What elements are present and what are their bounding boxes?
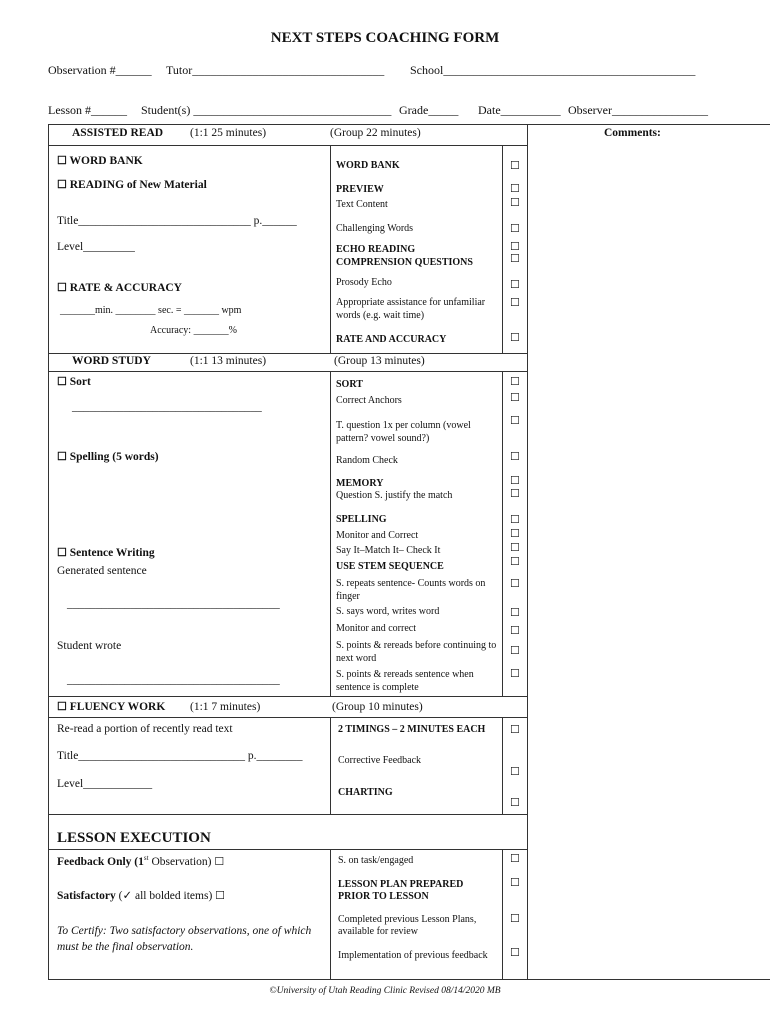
- certify-note: To Certify: Two satisfactory observations, one of which must be the final observation.: [57, 925, 312, 953]
- checkbox-icon[interactable]: ☐: [510, 223, 520, 235]
- fluency-one-to-one: (1:1 7 minutes): [190, 701, 261, 713]
- reading-item[interactable]: [57, 178, 207, 191]
- ar-comprehension: COMPRENSION QUESTIONS: [336, 257, 473, 268]
- student-wrote-line[interactable]: _____________________________________: [67, 674, 280, 686]
- reading-label: READING of New Material: [69, 179, 207, 191]
- spelling-item[interactable]: [57, 450, 159, 463]
- title-field[interactable]: Title______________________________ p.______: [57, 215, 297, 227]
- feedback-only-sup: st: [143, 854, 149, 862]
- checkbox-icon[interactable]: ☐: [510, 607, 520, 619]
- checkbox-icon[interactable]: ☐: [510, 392, 520, 404]
- ws-say-it: Say It–Match It– Check It: [336, 545, 441, 556]
- checkbox-icon[interactable]: ☐: [510, 578, 520, 590]
- reread-label: Re-read a portion of recently read text: [57, 723, 233, 735]
- fl-timings: 2 TIMINGS – 2 MINUTES EACH: [338, 724, 486, 735]
- grade-field[interactable]: Grade_____: [399, 103, 459, 117]
- generated-sentence-line[interactable]: _____________________________________: [67, 598, 280, 610]
- students-field[interactable]: Student(s) _________________________________: [141, 103, 392, 117]
- checkbox-icon[interactable]: ☐: [510, 668, 520, 680]
- feedback-only-label: Feedback Only (1: [57, 855, 144, 868]
- checkbox-icon[interactable]: ☐: [510, 241, 520, 253]
- word-bank-item[interactable]: [57, 154, 143, 167]
- word-study-one-to-one: (1:1 13 minutes): [190, 355, 267, 367]
- ws-spelling: SPELLING: [336, 514, 387, 525]
- checkbox-icon[interactable]: ☐: [510, 766, 520, 778]
- lesson-field[interactable]: Lesson #______: [48, 103, 127, 117]
- ar-echo: ECHO READING: [336, 244, 416, 255]
- sort-label: Sort: [69, 376, 91, 388]
- fluency-level-field[interactable]: Level____________: [57, 778, 153, 790]
- checkbox-icon[interactable]: ☐: [57, 547, 67, 559]
- checkbox-icon[interactable]: ☐: [510, 877, 520, 889]
- checkbox-icon[interactable]: ☐: [510, 297, 520, 309]
- rate-accuracy-item[interactable]: [57, 281, 182, 294]
- ws-monitor1: Monitor and Correct: [336, 530, 419, 541]
- lesson-execution-heading: LESSON EXECUTION: [57, 830, 211, 846]
- fluency-heading: FLUENCY WORK: [69, 701, 166, 713]
- satisfactory-item[interactable]: [57, 888, 225, 902]
- bolded-items-note: (✓ all bolded items): [118, 890, 213, 902]
- ws-t-question: T. question 1x per column (vowel pattern? vowel sound?): [336, 420, 471, 444]
- ws-monitor2: Monitor and correct: [336, 623, 416, 634]
- assisted-read-group: (Group 22 minutes): [330, 127, 421, 139]
- checkbox-icon[interactable]: ☐: [510, 451, 520, 463]
- checkbox-icon[interactable]: ☐: [510, 415, 520, 427]
- ws-says-word: S. says word, writes word: [336, 606, 440, 617]
- checkbox-icon[interactable]: ☐: [510, 279, 520, 291]
- assisted-read-heading: ASSISTED READ: [72, 127, 164, 139]
- sentence-writing-item[interactable]: [57, 546, 155, 559]
- observer-field[interactable]: Observer________________: [568, 103, 708, 117]
- checkbox-icon[interactable]: ☐: [57, 451, 67, 463]
- ws-sort: SORT: [336, 379, 363, 390]
- ar-text-content: Text Content: [336, 199, 388, 210]
- student-wrote-label: Student wrote: [57, 640, 122, 652]
- accuracy-field[interactable]: Accuracy: _______%: [150, 325, 237, 336]
- ar-rate: RATE AND ACCURACY: [336, 334, 447, 345]
- checkbox-icon[interactable]: ☐: [510, 528, 520, 540]
- footer-copyright: ©University of Utah Reading Clinic Revised 08/14/2020 MB: [269, 986, 501, 996]
- assisted-read-one-to-one: (1:1 25 minutes): [190, 127, 267, 139]
- fl-charting: CHARTING: [338, 787, 393, 798]
- checkbox-icon[interactable]: ☐: [510, 645, 520, 657]
- checkbox-icon[interactable]: ☐: [510, 376, 520, 388]
- checkbox-icon[interactable]: ☐: [510, 488, 520, 500]
- ws-justify: Question S. justify the match: [336, 490, 453, 501]
- checkbox-icon[interactable]: ☐: [510, 853, 520, 865]
- fl-corrective: Corrective Feedback: [338, 755, 422, 766]
- word-study-group: (Group 13 minutes): [334, 355, 425, 367]
- fluency-item[interactable]: [57, 700, 165, 713]
- checkbox-icon[interactable]: ☐: [510, 253, 520, 265]
- satisfactory-label: Satisfactory: [57, 890, 116, 902]
- ex-completed: Completed previous Lesson Plans, available for review: [338, 914, 477, 937]
- comments-label: Comments:: [604, 127, 661, 139]
- checkbox-icon[interactable]: ☐: [57, 179, 67, 191]
- rate-accuracy-label: RATE & ACCURACY: [69, 282, 182, 294]
- sentence-writing-label: Sentence Writing: [69, 547, 155, 559]
- ex-plan: LESSON PLAN PREPARED PRIOR TO LESSON: [338, 879, 464, 902]
- checkbox-icon[interactable]: ☐: [57, 701, 67, 713]
- ex-on-task: S. on task/engaged: [338, 855, 414, 866]
- spelling-label: Spelling (5 words): [69, 451, 159, 463]
- checkbox-icon[interactable]: ☐: [510, 797, 520, 809]
- checkbox-icon[interactable]: ☐: [57, 155, 67, 167]
- word-bank-label: WORD BANK: [69, 155, 143, 167]
- ws-repeats: S. repeats sentence- Counts words on finger: [336, 578, 486, 602]
- checkbox-icon[interactable]: ☐: [510, 947, 520, 959]
- ws-stem: USE STEM SEQUENCE: [336, 561, 444, 572]
- fluency-group: (Group 10 minutes): [332, 701, 423, 713]
- checkbox-icon[interactable]: ☐: [214, 855, 225, 868]
- form-title: NEXT STEPS COACHING FORM: [270, 30, 500, 46]
- tutor-field[interactable]: Tutor________________________________: [166, 63, 385, 77]
- checkbox-icon[interactable]: ☐: [215, 890, 226, 902]
- checkbox-icon[interactable]: ☐: [510, 197, 520, 209]
- feedback-only-observation: Observation): [151, 855, 212, 868]
- ws-points1: S. points & rereads before continuing to next word: [336, 640, 497, 664]
- date-field[interactable]: Date__________: [478, 103, 561, 117]
- sort-item[interactable]: [57, 375, 91, 388]
- ar-word-bank: WORD BANK: [336, 160, 400, 171]
- checkbox-icon[interactable]: ☐: [510, 332, 520, 344]
- checkbox-icon[interactable]: ☐: [510, 475, 520, 487]
- sort-line[interactable]: _________________________________: [72, 401, 262, 413]
- checkbox-icon[interactable]: ☐: [510, 183, 520, 195]
- checkbox-icon[interactable]: ☐: [510, 625, 520, 637]
- ex-implementation: Implementation of previous feedback: [338, 950, 488, 961]
- checkbox-icon[interactable]: ☐: [510, 542, 520, 554]
- checkbox-icon[interactable]: ☐: [57, 376, 67, 388]
- ws-points2: S. points & rereads sentence when sentence is complete: [336, 669, 474, 693]
- rate-formula[interactable]: _______min. ________ sec. = _______ wpm: [60, 305, 242, 316]
- checkbox-icon[interactable]: ☐: [510, 724, 520, 736]
- school-field[interactable]: School__________________________________________: [410, 63, 696, 77]
- ws-random: Random Check: [336, 455, 398, 466]
- feedback-only-item[interactable]: [57, 854, 224, 868]
- generated-sentence-label: Generated sentence: [57, 565, 147, 577]
- checkbox-icon[interactable]: ☐: [510, 160, 520, 172]
- word-study-heading: WORD STUDY: [72, 355, 151, 367]
- ws-memory: MEMORY: [336, 478, 384, 489]
- checkbox-icon[interactable]: ☐: [57, 282, 67, 294]
- ar-challenging: Challenging Words: [336, 223, 414, 234]
- checkbox-icon[interactable]: ☐: [510, 514, 520, 526]
- checkbox-icon[interactable]: ☐: [510, 913, 520, 925]
- ws-anchors: Correct Anchors: [336, 395, 402, 406]
- ar-preview: PREVIEW: [336, 184, 384, 195]
- level-field[interactable]: Level_________: [57, 241, 135, 253]
- checkbox-icon[interactable]: ☐: [510, 556, 520, 568]
- ar-assistance: Appropriate assistance for unfamiliar words (e.g. wait time): [336, 297, 486, 321]
- fluency-title-field[interactable]: Title_____________________________ p.________: [57, 750, 303, 762]
- observation-field[interactable]: Observation #______: [48, 63, 152, 77]
- ar-prosody: Prosody Echo: [336, 277, 392, 288]
